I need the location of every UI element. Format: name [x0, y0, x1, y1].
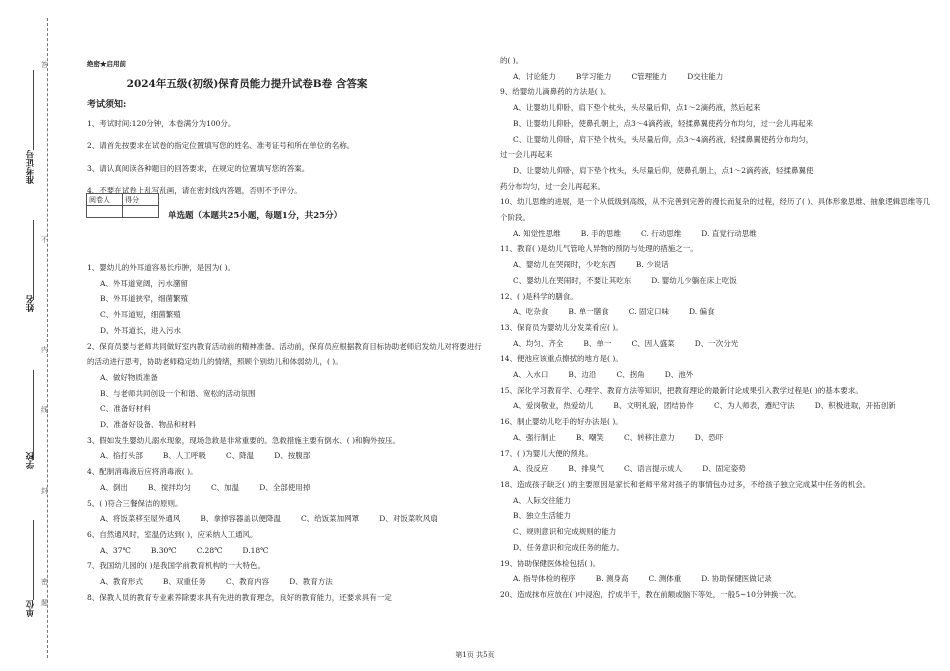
question-item — [500, 414, 933, 445]
fill-line — [33, 70, 34, 150]
answer-option: C、为人师表，遵纪守法 — [713, 401, 795, 411]
answer-options-row — [500, 336, 933, 352]
question-stem: 1、婴幼儿的外耳道容易长疖肿，是因为( )。 — [87, 263, 236, 272]
score-table-score: 得分 — [123, 194, 159, 206]
seal-mark: 内 — [41, 346, 48, 354]
question-stem: 11、教育( )是幼儿气管呛人异物的预防与处理的措施之一。 — [500, 244, 698, 254]
answer-option: D、全部使用掉 — [259, 482, 311, 492]
answer-option: C、拐角 — [616, 370, 645, 380]
answer-option: C、教育内容 — [225, 577, 270, 587]
seal-mark: 线 — [41, 406, 48, 414]
question-stem: 16、制止婴幼儿吃手的好办法是( )。 — [500, 417, 623, 427]
question-item — [500, 587, 933, 603]
answer-option: D、按腹部 — [274, 451, 311, 461]
page-title: 2024年五级(初级)保育员能力提升试卷B卷 含答案 — [126, 78, 368, 90]
answer-option: B、与老师共同创设一个和谐、宽松的活动氛围 — [100, 388, 256, 398]
question-stem: 9、给婴幼儿滴鼻药的方法是( )。 — [500, 87, 611, 97]
question-continuation: 过一会儿再起来 — [500, 150, 553, 160]
answer-option: B、排臭气 — [568, 464, 604, 474]
question-item — [87, 527, 487, 558]
answer-option: A、让婴幼儿仰卧，肩下垫个枕头，头尽量后仰，点1～2滴药液，然后起来 — [513, 103, 761, 113]
answer-option: D、对饭菜吹风扇 — [379, 514, 438, 524]
answer-option: B.30℃ — [150, 545, 177, 555]
notice-item: 3、请认真阅读各种题目的回答要求，在规定的位置填写您的答案。 — [87, 163, 310, 173]
answer-option: A、强行制止 — [513, 432, 556, 442]
question-item — [500, 383, 933, 414]
fill-line — [33, 520, 34, 600]
answer-option: C、语言提示成人 — [623, 464, 683, 474]
answer-option: A、教育形式 — [100, 577, 143, 587]
answer-option: D. 偏食 — [688, 307, 715, 317]
question-stem: 15、深化学习教育学、心理学、教育方法等知识，把教育理论的最新讨论成果引入教学过程是( )的基本要求。 — [500, 385, 863, 395]
question-list-left — [87, 260, 487, 605]
secret-label: 绝密★启用前 — [87, 60, 126, 68]
answer-option: A、入水口 — [513, 370, 549, 380]
question-item — [500, 351, 933, 382]
question-item — [500, 289, 933, 320]
answer-option: B、人工呼吸 — [162, 451, 206, 461]
question-stem: 5、( )符合三餐保洁的原则。 — [87, 498, 183, 508]
question-item — [87, 496, 487, 527]
answer-options-row — [500, 430, 933, 446]
answer-option: C、外耳道短，细菌繁殖 — [100, 310, 181, 320]
answer-option: A、做好物质准备 — [100, 372, 158, 382]
question-item — [500, 446, 933, 477]
answer-option: D、固定姿势 — [702, 464, 746, 474]
answer-option: A. 知觉性思维 — [513, 228, 561, 238]
answer-option: D、外耳道长，进入污水 — [100, 325, 182, 335]
score-cell[interactable] — [123, 206, 159, 218]
answer-option: B、嘲笑 — [575, 432, 604, 442]
answer-option: B、外耳道狭窄，细菌繁殖 — [100, 294, 189, 304]
notice-heading: 考试须知: — [87, 100, 127, 110]
answer-options-row — [87, 511, 487, 527]
question-item — [500, 53, 933, 84]
fill-line — [33, 220, 34, 300]
answer-option: C. 行动思维 — [640, 228, 682, 238]
question-item — [500, 241, 933, 288]
question-item — [500, 194, 933, 241]
answer-option: B、让婴幼儿仰卧，使鼻孔朝上，点3～4滴药液，轻揉鼻翼使药分布均匀，过一会儿再起来 — [513, 118, 814, 128]
answer-option: B、单一 — [583, 338, 612, 348]
question-continuation: 药分布均匀，过一会儿再起来。 — [500, 181, 605, 191]
question-item — [87, 433, 487, 464]
answer-option: A、37℃ — [100, 545, 131, 555]
answer-option: B. 手的思维 — [580, 228, 621, 238]
answer-options-row — [87, 543, 487, 559]
binding-label-exam-id: 准考证号 — [26, 150, 36, 184]
seal-mark: 密 — [41, 578, 48, 586]
notice-item: 4、不要在试卷上乱写乱画，请在密封线内答题，否则不予评分。 — [87, 185, 302, 195]
answer-option: D. 直觉行动思维 — [701, 228, 757, 238]
section-heading: 单选题（本题共25小题，每题1分，共25分） — [168, 211, 343, 221]
question-stem: 10、幼儿思维的进展，是一个从低级到高级，从不完善到完善的漫长而复杂的过程，经历了( )、具体形象思维、抽象逻辑思维等几个阶段。 — [500, 197, 931, 223]
answer-option: B、边沿 — [568, 370, 597, 380]
answer-option: B、文明礼貌，团结协作 — [613, 401, 694, 411]
answer-options-row — [500, 69, 933, 85]
answer-options-row — [500, 257, 933, 273]
answer-option: B. 单一膳食 — [568, 307, 609, 317]
answer-options-row — [500, 304, 933, 320]
answer-option: B、双重任务 — [162, 577, 206, 587]
answer-option: C、准备好材料 — [100, 404, 151, 414]
answer-options-row — [87, 480, 487, 496]
seal-mark: 题 — [41, 599, 48, 607]
question-stem: 8、保教人员的教育专业素养除要求具有先进的教育理念，良好的教育能力，还要求具有一定 — [87, 592, 392, 602]
question-item — [87, 339, 487, 433]
question-stem: 2、保育员要与老师共同做好室内教育活动前的精神准备。活动前，保育员应根据教育目标协助老师启发幼儿对将要进行的活动进行思考，协助老师稳定幼儿的情绪，照顾个别幼儿和体弱幼儿，( )。 — [87, 341, 482, 367]
answer-option: B、独立生活能力 — [513, 511, 572, 521]
question-item — [500, 84, 933, 194]
binding-label-school: 学校 — [26, 452, 36, 469]
answer-option: D、一次分光 — [694, 338, 739, 348]
question-stem: 6、自然通风时，室温仍达到( )，应采纳人工通风。 — [87, 529, 258, 539]
answer-option: A、爱岗敬业，热爱幼儿 — [513, 401, 594, 411]
answer-options-row — [500, 398, 933, 414]
answer-option: C、让婴幼儿仰卧，肩下垫个枕头，头尽量后仰，点3～4滴药液，轻揉鼻翼使药分布均匀， — [513, 134, 814, 144]
answer-option: A、外耳道宽阔，污水潴留 — [100, 278, 188, 288]
question-item — [87, 558, 487, 589]
answer-option: A. 指导体检的程序 — [513, 574, 576, 584]
notice-item: 2、请首先按要求在试卷的指定位置填写您的姓名、准考证号和所在单位的名称。 — [87, 141, 355, 151]
question-list-right — [500, 53, 933, 603]
answer-option: B. 少说话 — [635, 260, 669, 270]
answer-options-row — [500, 273, 933, 289]
answer-option: A、人际交往能力 — [513, 495, 571, 505]
question-item — [500, 477, 933, 556]
notice-list — [87, 113, 354, 202]
question-item — [500, 556, 933, 587]
answer-option: C、规则意识和完成规则的能力 — [513, 527, 617, 537]
answer-option: D、让婴幼儿仰卧，肩下垫个枕头，头尽量后仰，使鼻孔朝上，点1～2滴药液，轻揉鼻翼使 — [513, 165, 814, 175]
answer-option: C、降温 — [225, 451, 255, 461]
notice-item: 1、考试时间:120分钟，本卷满分为100分。 — [87, 119, 236, 128]
answer-option: A、将饭菜移至屋外通风 — [100, 514, 181, 524]
answer-options-row — [500, 571, 933, 587]
answer-option: B、搅拌均匀 — [147, 482, 191, 492]
question-stem: 7、我国幼儿园的( )是我国学前教育机构的一大特色。 — [87, 561, 266, 571]
answer-options-row — [87, 574, 487, 590]
answer-options-row — [500, 367, 933, 383]
answer-option: C、因人盛菜 — [631, 338, 675, 348]
answer-option: B. 测身高 — [595, 574, 629, 584]
score-cell[interactable] — [87, 206, 123, 218]
binding-label-name: 姓名 — [26, 295, 36, 312]
question-stem: 14、便池应该重点擦拭的地方是( )。 — [500, 354, 623, 364]
answer-option: D、任务意识和完成任务的能力。 — [513, 542, 625, 552]
answer-option: D交往能力 — [687, 71, 724, 81]
question-item — [87, 590, 487, 606]
question-stem: 12、( )是科学的膳食。 — [500, 291, 578, 301]
answer-option: A、掐打头部 — [100, 451, 143, 461]
answer-option: B学习能力 — [575, 71, 612, 81]
answer-option: A、没反应 — [513, 464, 549, 474]
question-stem: 4、配制消毒液后应将消毒液( )。 — [87, 467, 198, 477]
answer-option: C、加温 — [210, 482, 240, 492]
binding-label-unit: 单位 — [26, 600, 36, 617]
question-stem: 19、协助保健医体检包括( )。 — [500, 558, 601, 568]
question-item — [87, 260, 487, 339]
seal-line — [47, 18, 48, 658]
answer-option: C、给饭菜加网罩 — [300, 514, 360, 524]
answer-option: C、转移注意力 — [623, 432, 675, 442]
question-stem: 3、假如发生婴幼儿溺水现象，现场急救是非常重要的。急救措施主要有倒水、( )和胸外按压。 — [87, 435, 401, 445]
answer-option: D、积极进取，开拓创新 — [814, 401, 896, 411]
answer-option: A、婴幼儿在哭闹时，少吃东西 — [513, 260, 616, 270]
answer-options-row — [87, 448, 487, 464]
answer-option: C、婴幼儿在哭闹时，不要让其吃东 — [513, 275, 632, 285]
answer-option: A、吃杂食 — [513, 307, 549, 317]
seal-mark: 封 — [41, 487, 48, 495]
answer-option: D、准备好设备、物品和材料 — [100, 420, 197, 430]
answer-option: C.28℃ — [196, 545, 223, 555]
answer-option: A．讨论能力 — [513, 71, 556, 81]
question-stem: 18、造成孩子缺乏( )的主要原因是家长和老师平常对孩子的事情包办过多，不给孩子独立完成某中任务的机会。 — [500, 479, 871, 489]
seal-mark: 答 — [41, 61, 48, 69]
question-item — [87, 464, 487, 495]
answer-option: B、拿掉容器盖以便降温 — [200, 514, 281, 524]
answer-option: A、倒出 — [100, 482, 128, 492]
answer-option: C. 固定口味 — [628, 307, 669, 317]
seal-mark: 不 — [41, 236, 48, 244]
answer-option: D、恐吓 — [694, 432, 724, 442]
answer-option: D. 婴幼儿少躺在床上吃饭 — [651, 275, 737, 285]
binding-margin — [0, 0, 46, 671]
question-stem: 13、保育员为婴幼儿分发菜肴应( )。 — [500, 322, 623, 332]
answer-option: D、池外 — [664, 370, 694, 380]
answer-option: D. 协助保健医做记录 — [701, 574, 772, 584]
question-item — [500, 320, 933, 351]
answer-option: C. 测体重 — [648, 574, 682, 584]
answer-option: C管理能力 — [631, 71, 668, 81]
score-table — [86, 193, 159, 218]
answer-option: D、教育方法 — [289, 577, 333, 587]
question-stem: 17、( )为婴儿大便的预兆。 — [500, 448, 593, 458]
fill-line — [33, 370, 34, 460]
answer-options-row — [500, 226, 933, 242]
score-table-grader: 阅卷人 — [87, 194, 123, 206]
question-stem: 20、造成抹布应放在( )中浸泡，拧成半干，教在前额或脑下等处，一般5~10分钟换一次。 — [500, 589, 801, 599]
question-stem: 的( )。 — [500, 56, 524, 65]
answer-option: A、均匀、齐全 — [513, 338, 564, 348]
page-footer: 第1页 共5页 — [455, 651, 495, 659]
answer-option: D.18℃ — [242, 545, 269, 555]
answer-options-row — [500, 461, 933, 477]
